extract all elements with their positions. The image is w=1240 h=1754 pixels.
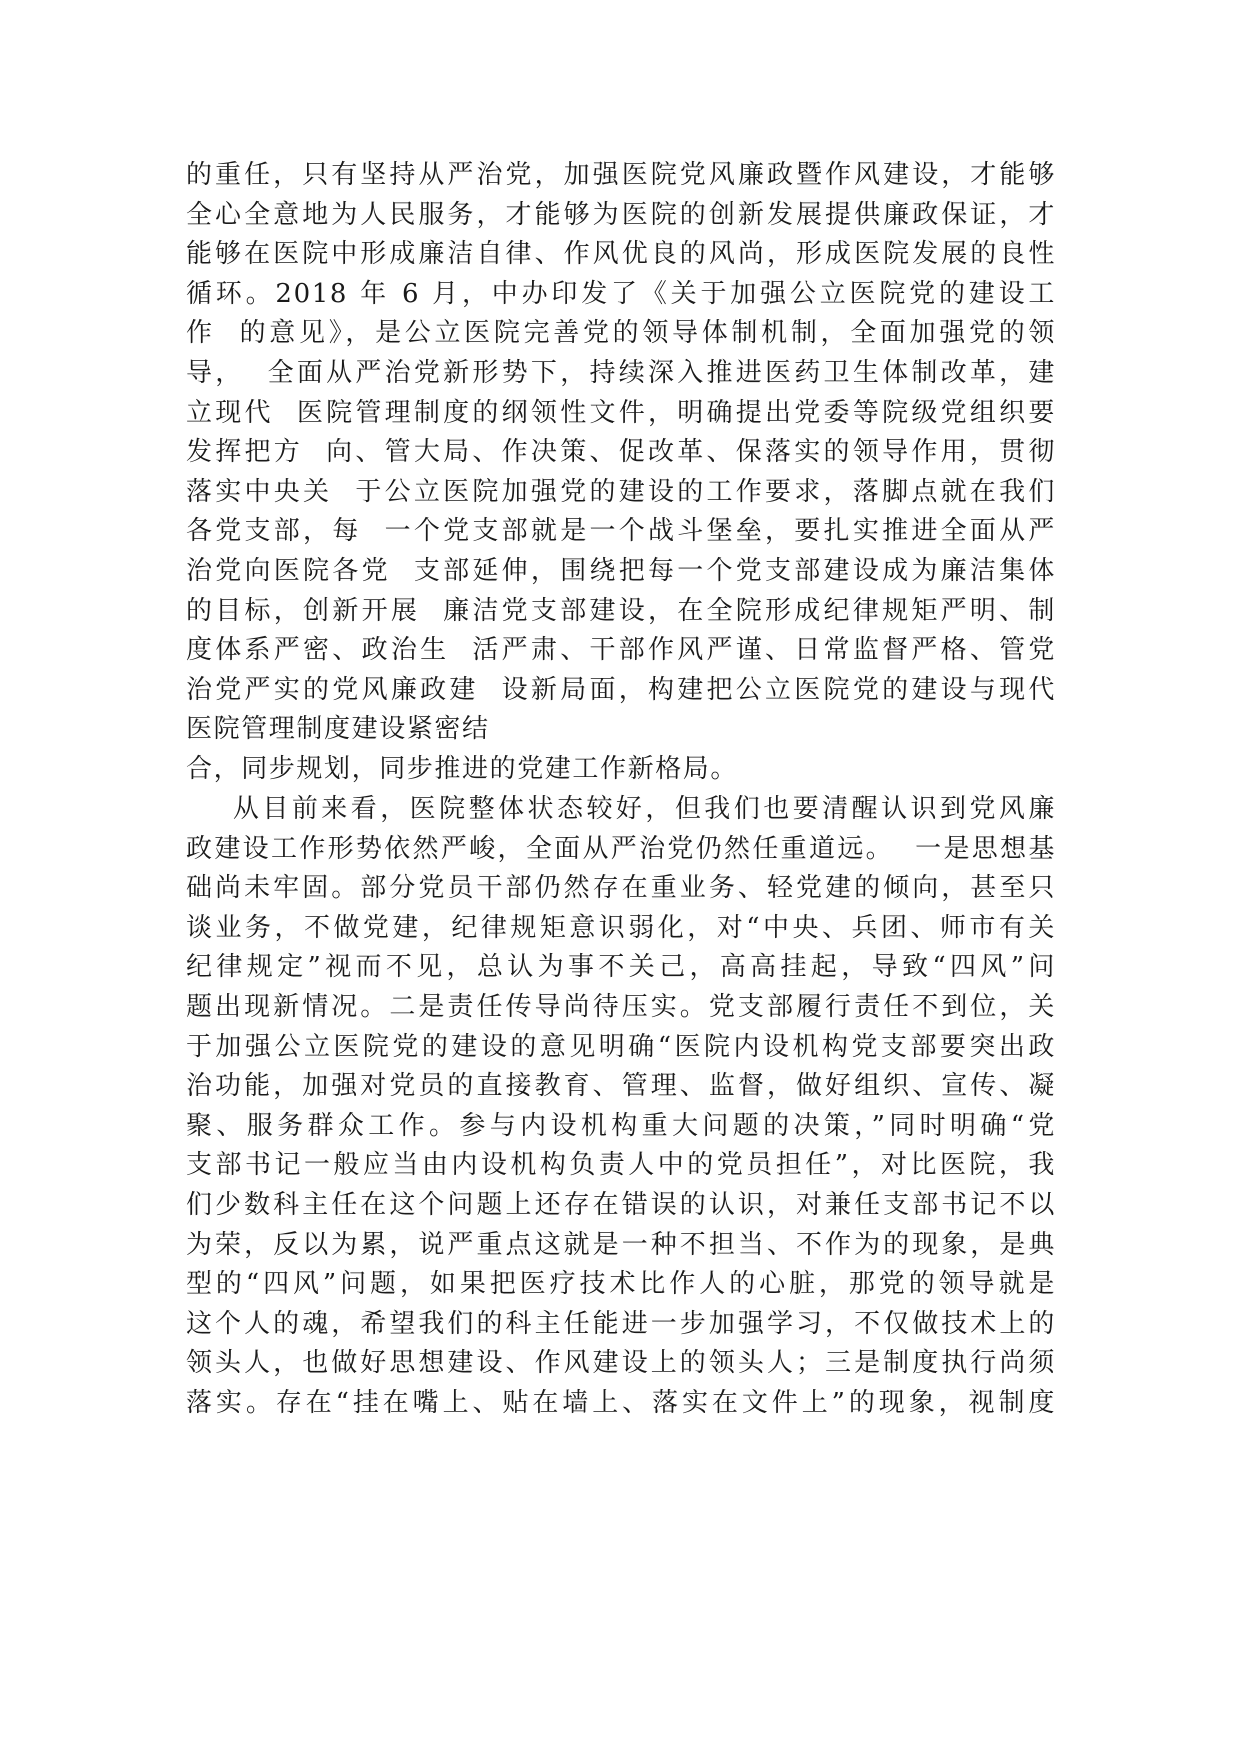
paragraph-line: 合，同步规划，同步推进的党建工作新格局。 [186,753,739,784]
paragraph-line: 们少数科主任在这个问题上还存在错误的认识，对兼任支部书记不以 [186,1189,1056,1220]
paragraph-line: 础尚未牢固。部分党员干部仍然存在重业务、轻党建的倾向，甚至只 [186,873,1056,904]
paragraph-line: 的目标，创新开展 廉洁党支部建设，在全院形成纪律规矩严明、制 [186,595,1056,626]
paragraph-line: 治党向医院各党 支部延伸，围绕把每一个党支部建设成为廉洁集体 [186,555,1056,586]
paragraph-1 [186,156,1056,790]
paragraph-line: 落实。存在“挂在嘴上、贴在墙上、落实在文件上”的现象，视制度 [186,1387,1056,1418]
paragraph-line: 题出现新情况。二是责任传导尚待压实。党支部履行责任不到位，关 [186,991,1056,1022]
paragraph-line: 度体系严密、政治生 活严肃、干部作风严谨、日常监督严格、管党 [186,635,1056,666]
paragraph-line: 的重任，只有坚持从严治党，加强医院党风廉政暨作风建设，才能够 [186,160,1056,190]
paragraph-line: 支部书记一般应当由内设机构负责人中的党员担任”，对比医院，我 [186,1150,1056,1181]
paragraph-line: 领头人，也做好思想建设、作风建设上的领头人；三是制度执行尚须 [186,1348,1056,1379]
paragraph-line: 医院管理制度建设紧密结 [186,714,490,745]
paragraph-line: 能够在医院中形成廉洁自律、作风优良的风尚，形成医院发展的良性 [186,239,1056,270]
paragraph-line: 这个人的魂，希望我们的科主任能进一步加强学习，不仅做技术上的 [186,1308,1056,1339]
paragraph-line: 治功能，加强对党员的直接教育、管理、监督，做好组织、宣传、凝 [186,1071,1056,1102]
paragraph-line: 作 的意见》，是公立医院完善党的领导体制机制，全面加强党的领 [186,318,1056,349]
paragraph-line: 政建设工作形势依然严峻，全面从严治党仍然任重道远。 一是思想基 [186,833,1056,864]
paragraph-line: 型的“四风”问题，如果把医疗技术比作人的心脏，那党的领导就是 [186,1269,1056,1300]
paragraph-line: 循环。2018 年 6 月，中办印发了《关于加强公立医院党的建设工 [186,278,1056,309]
paragraph-line: 谈业务，不做党建，纪律规矩意识弱化，对“中央、兵团、师市有关 [186,912,1056,943]
paragraph-line: 各党支部，每 一个党支部就是一个战斗堡垒，要扎实推进全面从严 [186,516,1056,547]
paragraph-line: 落实中央关 于公立医院加强党的建设的工作要求，落脚点就在我们 [186,476,1056,507]
paragraph-line: 治党严实的党风廉政建 设新局面，构建把公立医院党的建设与现代 [186,674,1056,705]
paragraph-line: 于加强公立医院党的建设的意见明确“医院内设机构党支部要突出政 [186,1031,1056,1062]
paragraph-line: 导， 全面从严治党新形势下，持续深入推进医药卫生体制改革，建 [186,357,1056,388]
paragraph-line: 全心全意地为人民服务，才能够为医院的创新发展提供廉政保证，才 [186,199,1056,230]
paragraph-line: 发挥把方 向、管大局、作决策、促改革、保落实的领导作用，贯彻 [186,437,1056,468]
paragraph-line: 立现代 医院管理制度的纲领性文件，明确提出党委等院级党组织要 [186,397,1056,428]
paragraph-2 [186,790,1056,1424]
paragraph-line: 从目前来看，医院整体状态较好，但我们也要清醒认识到党风廉 [186,794,1056,824]
paragraph-line: 聚、服务群众工作。参与内设机构重大问题的决策，”同时明确“党 [186,1110,1056,1141]
paragraph-line: 为荣，反以为累，说严重点这就是一种不担当、不作为的现象，是典 [186,1229,1056,1260]
paragraph-line: 纪律规定”视而不见，总认为事不关己，高高挂起，导致“四风”问 [186,952,1056,983]
